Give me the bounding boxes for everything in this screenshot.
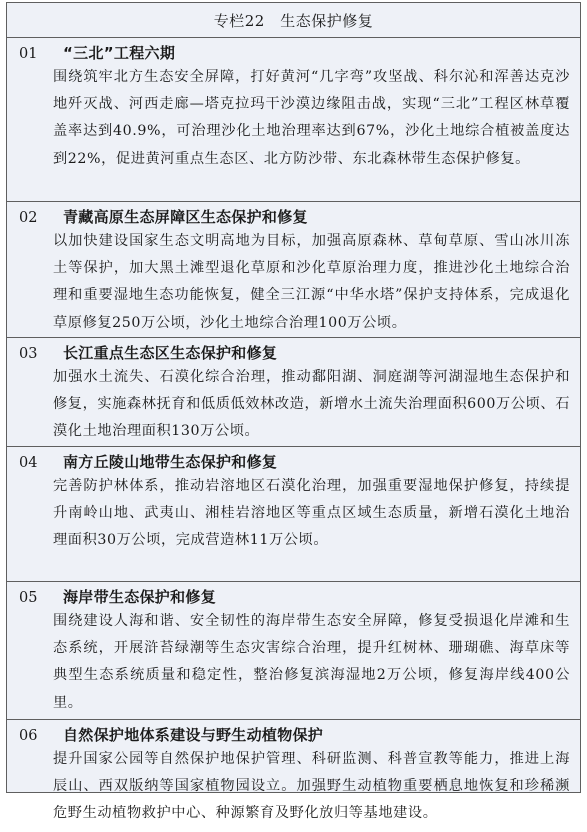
section-05	[7, 582, 580, 720]
section-body: 围绕筑牢北方生态安全屏障，打好黄河“几字弯”攻坚战、科尔沁和浑善达克沙地歼灭战、河西走廊—塔克拉玛干沙漠边缘阻击战，实现“三北”工程区林草覆盖率达到40.9%，可治理沙化土地治理率达到67%，沙化土地综合植被盖度达到22%，促进黄河重点生态区、北方防沙带、东北森林带生态保护修复。	[53, 69, 570, 167]
section-body: 加强水土流失、石漠化综合治理，推动鄱阳湖、洞庭湖等河湖湿地生态保护和修复，实施森林抚育和低质低效林改造，新增水土流失治理面积600万公顷、石漠化土地治理面积130万公顷。	[53, 369, 570, 440]
section-header	[7, 338, 580, 364]
section-header	[7, 202, 580, 228]
section-number: 03	[19, 346, 38, 362]
section-header	[7, 447, 580, 473]
section-number: 06	[19, 728, 38, 744]
section-title: 长江重点生态区生态保护和修复	[63, 344, 278, 362]
section-body: 围绕建设人海和谐、安全韧性的海岸带生态安全屏障，修复受损退化岸滩和生态系统，开展浒苔绿潮等生态灾害综合治理，提升红树林、珊瑚礁、海草床等典型生态系统质量和稳定性，整治修复滨海湿地2万公顷，修复海岸线400公里。	[53, 613, 570, 711]
section-title: 自然保护地体系建设与野生动植物保护	[63, 726, 324, 744]
section-header	[7, 582, 580, 608]
section-06	[7, 720, 580, 832]
section-title: 南方丘陵山地带生态保护和修复	[63, 453, 278, 471]
section-04	[7, 447, 580, 582]
section-03	[7, 338, 580, 447]
section-header	[7, 720, 580, 746]
section-body: 完善防护林体系，推动岩溶地区石漠化治理，加强重要湿地保护修复，持续提升南岭山地、武夷山、湘桂岩溶地区等重点区域生态质量，新增石漠化土地治理面积30万公顷，完成营造林11万公顷。	[53, 478, 570, 549]
section-title: “三北”工程六期	[63, 44, 176, 62]
section-body: 以加快建设国家生态文明高地为目标，加强高原森林、草甸草原、雪山冰川冻土等保护，加大黑土滩型退化草原和沙化草原治理力度，推进沙化土地综合治理和重要湿地生态功能恢复，健全三江源“中华水塔”保护支持体系，完成退化草原修复250万公顷，沙化土地综合治理100万公顷。	[53, 233, 570, 331]
feature-panel	[6, 2, 581, 822]
section-number: 02	[19, 210, 38, 226]
section-number: 05	[19, 590, 38, 606]
section-body: 提升国家公园等自然保护地保护管理、科研监测、科普宣教等能力，推进上海辰山、西双版纳等国家植物园设立。加强野生动植物重要栖息地恢复和珍稀濒危野生动植物救护中心、种源繁育及野化放归等基地建设。	[53, 751, 570, 822]
section-01	[7, 38, 580, 202]
panel-title: 专栏22 生态保护修复	[7, 3, 580, 38]
section-02	[7, 202, 580, 338]
section-title: 青藏高原生态屏障区生态保护和修复	[63, 208, 308, 226]
section-number: 04	[19, 455, 38, 471]
section-header	[7, 38, 580, 64]
section-title: 海岸带生态保护和修复	[63, 588, 217, 606]
section-number: 01	[19, 46, 38, 62]
